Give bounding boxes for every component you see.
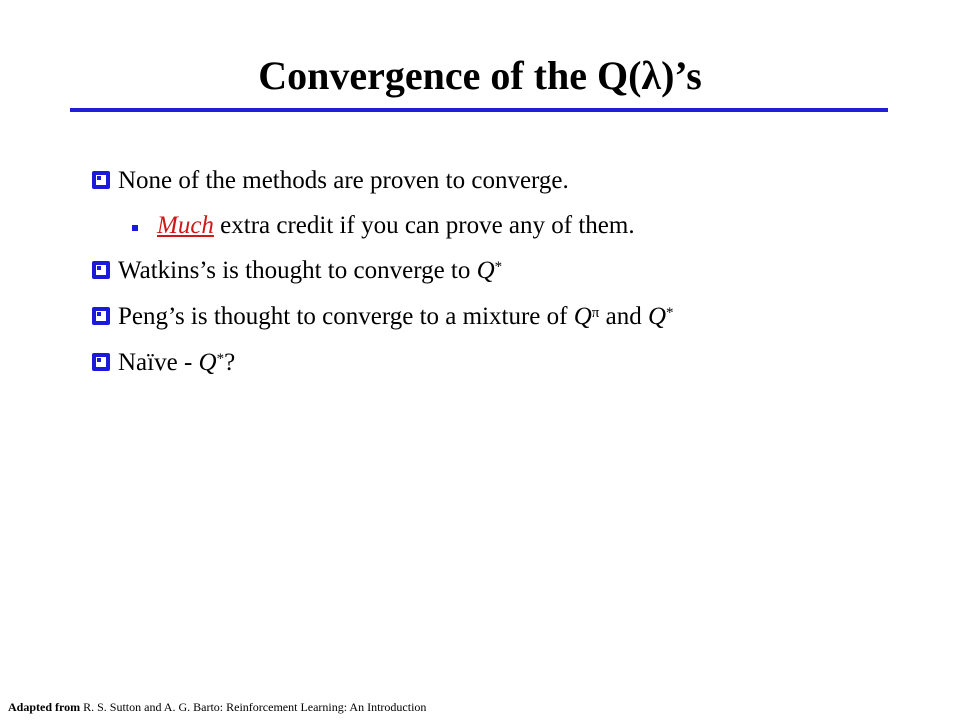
star-superscript: * [494,259,503,275]
bullet-text: Watkins’s is thought to converge to [118,257,477,284]
attribution-footer [8,700,426,714]
bullet-item [118,166,569,196]
footer-text: R. S. Sutton and A. G. Barto: Reinforcement Learning: An Introduction [80,700,427,714]
square-bullet-icon [92,261,110,279]
star-superscript: * [216,351,225,367]
title-suffix: )’s [661,53,702,98]
slide-title [0,52,960,100]
bullet-text-tail: ? [224,349,236,376]
bullet-item [118,302,674,332]
title-underline [70,108,888,112]
square-bullet-icon [92,171,110,189]
bullet-text-mid: and [599,303,648,330]
pi-superscript: π [591,305,600,321]
bullet-item [118,348,235,378]
square-bullet-icon [92,353,110,371]
q-symbol: Q [476,257,495,284]
bullet-text: Peng’s is thought to converge to a mixture of [118,303,574,330]
square-bullet-icon [92,307,110,325]
footer-bold-text: Adapted from [8,700,81,714]
bullet-item [118,256,502,286]
q-symbol: Q [573,303,592,330]
small-square-bullet-icon [132,225,138,231]
bullet-text: None of the methods are proven to converge. [118,167,569,194]
title-prefix: Convergence of the Q( [258,53,642,98]
bullet-text: extra credit if you can prove any of them. [213,212,635,239]
q-symbol: Q [647,303,667,330]
star-superscript: * [666,305,674,321]
bullet-text: Naïve - [118,349,199,376]
emphasis-text: Much [157,212,214,239]
q-symbol: Q [198,349,217,376]
lambda-symbol: λ [641,53,662,98]
sub-bullet-item [157,211,635,241]
